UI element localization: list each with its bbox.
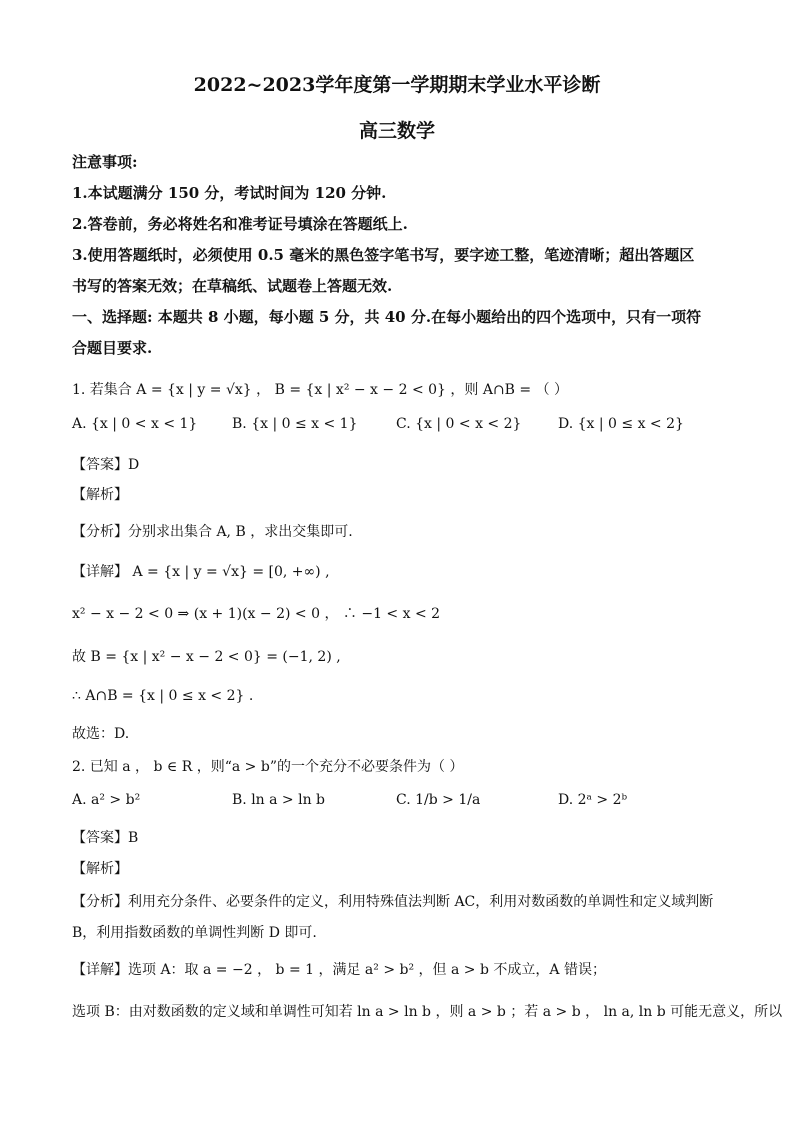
question-2-option-d: D. 2ᵃ > 2ᵇ (558, 792, 628, 808)
question-2-analysis-tag: 【解析】 (72, 861, 128, 877)
notice-heading: 注意事项: (72, 153, 138, 171)
notice-item-3-cont: 书写的答案无效；在草稿纸、试题卷上答题无效. (72, 277, 393, 295)
question-1-option-a: A. {x | 0 < x < 1} (72, 416, 198, 432)
question-1-option-b: B. {x | 0 ≤ x < 1} (232, 416, 358, 432)
question-1-option-c: C. {x | 0 < x < 2} (396, 416, 522, 432)
question-2-detail-1: 【详解】选项 A：取 a = −2 ， b = 1 ，满足 a² > b² ，但 a > b 不成立，A 错误； (72, 962, 606, 978)
question-2-option-b: B. ln a > ln b (232, 792, 326, 808)
question-2-answer: 【答案】B (72, 830, 139, 846)
notice-item-1: 1.本试题满分 150 分，考试时间为 120 分钟. (72, 184, 387, 202)
notice-item-2: 2.答卷前，务必将姓名和准考证号填涂在答题纸上. (72, 215, 408, 233)
question-1-answer: 【答案】D (72, 457, 140, 473)
notice-item-3: 3.使用答题纸时，必须使用 0.5 毫米的黑色签字笔书写，要字迹工整，笔迹清晰；超出答题区 (72, 246, 695, 264)
section-heading: 一、选择题: 本题共 8 小题，每小题 5 分，共 40 分.在每小题给出的四个选项中，只有一项符 (72, 308, 702, 326)
exam-subtitle: 高三数学 (358, 120, 435, 142)
question-1-stem: 1. 若集合 A = {x | y = √x} ， B = {x | x² − x − 2 < 0} ，则 A∩B = （ ） (72, 382, 569, 398)
question-2-detail-2: 选项 B：由对数函数的定义域和单调性可知若 ln a > ln b ，则 a > b ；若 a > b ， ln a, ln b 可能无意义，所以 (72, 1004, 783, 1020)
question-1-detail-3: 故 B = {x | x² − x − 2 < 0} = (−1, 2) , (72, 649, 341, 665)
question-1-analysis-tag: 【解析】 (72, 487, 128, 503)
question-2-option-a: A. a² > b² (72, 792, 141, 808)
question-1-detail-5: 故选：D. (72, 726, 130, 742)
exam-title: 2022~2023学年度第一学期期末学业水平诊断 (193, 74, 601, 96)
question-1-detail-4: ∴ A∩B = {x | 0 ≤ x < 2} . (72, 688, 254, 704)
question-1-detail-1: 【详解】 A = {x | y = √x} = [0, +∞) , (72, 564, 330, 580)
question-1-detail-2: x² − x − 2 < 0 ⇒ (x + 1)(x − 2) < 0 ， ∴ −1 < x < 2 (72, 606, 441, 622)
question-2-option-c: C. 1/b > 1/a (396, 792, 481, 808)
question-2-stem: 2. 已知 a ， b ∈ R ，则“a > b”的一个充分不必要条件为（ ） (72, 759, 464, 775)
question-2-fenxi-2: B，利用指数函数的单调性判断 D 即可. (72, 925, 317, 941)
question-2-fenxi-1: 【分析】利用充分条件、必要条件的定义，利用特殊值法判断 AC，利用对数函数的单调性和定义域判断 (72, 894, 714, 910)
question-1-fenxi: 【分析】分别求出集合 A, B ，求出交集即可. (72, 524, 353, 540)
question-1-option-d: D. {x | 0 ≤ x < 2} (558, 416, 684, 432)
section-heading-cont: 合题目要求. (72, 339, 153, 357)
